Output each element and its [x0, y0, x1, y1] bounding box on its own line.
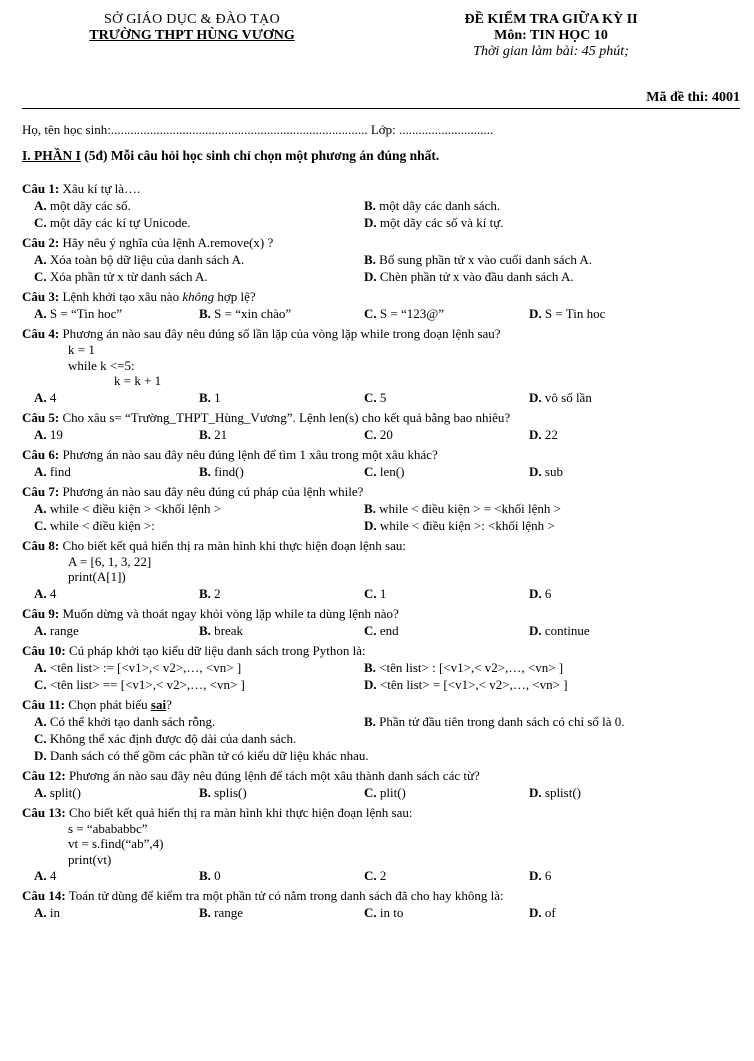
question-text: Lệnh khởi tạo xâu nào: [59, 289, 183, 304]
question-stem: [22, 642, 740, 659]
question-stem: [22, 537, 740, 554]
option-a[interactable]: [34, 659, 364, 676]
option-letter: A.: [34, 306, 47, 321]
option-a[interactable]: [34, 426, 199, 443]
option-letter: A.: [34, 905, 47, 920]
code-line: print(A[1]): [68, 569, 126, 584]
option-text: 1: [210, 389, 221, 405]
option-text: end: [376, 622, 399, 638]
option-a[interactable]: [34, 713, 364, 730]
option-c[interactable]: [34, 676, 364, 693]
option-text: 1: [376, 585, 387, 601]
option-text: 6: [541, 585, 552, 601]
answer-options: [22, 713, 740, 764]
option-text: Bổ sung phần tử x vào cuối danh sách A.: [375, 252, 593, 267]
option-c[interactable]: [364, 426, 529, 443]
option-b[interactable]: [199, 305, 364, 322]
option-a[interactable]: [34, 622, 199, 639]
option-letter: B.: [199, 389, 211, 405]
question-label: Câu 3:: [22, 289, 60, 304]
exam-title: ĐỀ KIỂM TRA GIỮA KỲ II: [464, 12, 638, 27]
option-text: Chèn phần tử x vào đầu danh sách A.: [376, 269, 574, 284]
option-text: 2: [210, 585, 221, 601]
option-a[interactable]: [34, 585, 199, 602]
option-text: Danh sách có thể gồm các phần tử có kiểu dữ liệu khác nhau.: [46, 747, 369, 763]
option-letter: B.: [364, 198, 376, 213]
option-text: in: [46, 905, 61, 920]
option-b[interactable]: [199, 784, 364, 801]
option-text: break: [210, 622, 244, 638]
option-letter: B.: [199, 784, 211, 800]
option-b[interactable]: [364, 197, 694, 214]
question-label: Câu 14:: [22, 888, 66, 903]
code-line: s = “abababbc”: [68, 820, 148, 836]
question-14: [22, 887, 740, 921]
department-name: SỞ GIÁO DỤC & ĐÀO TẠO: [104, 12, 280, 27]
question-text: Cho biết kết quả hiển thị ra màn hình khi thực hiện đoạn lệnh sau:: [65, 804, 413, 820]
question-stem: [22, 180, 740, 197]
exam-code: Mã đề thi: 4001: [646, 90, 740, 105]
option-letter: B.: [199, 585, 211, 601]
option-letter: C.: [364, 784, 377, 800]
question-list: [22, 180, 740, 921]
question-label: Câu 8:: [22, 537, 60, 553]
question-label: Câu 9:: [22, 605, 60, 621]
option-letter: B.: [364, 659, 376, 675]
question-stem: [22, 446, 740, 463]
option-b[interactable]: [364, 251, 694, 268]
question-6: [22, 446, 740, 480]
question-emphasis: không: [182, 289, 215, 304]
option-letter: C.: [364, 905, 377, 920]
option-d[interactable]: [34, 747, 740, 764]
question-label: Câu 12:: [22, 767, 66, 783]
question-5: [22, 409, 740, 443]
option-b[interactable]: [364, 500, 694, 517]
option-letter: A.: [34, 389, 47, 405]
question-stem: [22, 605, 740, 622]
option-b[interactable]: [199, 622, 364, 639]
option-c[interactable]: [34, 214, 364, 231]
code-line: vt = s.find(“ab”,4): [68, 836, 164, 851]
question-3: [22, 288, 740, 322]
option-letter: C.: [364, 585, 377, 601]
question-7: [22, 483, 740, 534]
question-text: Phương án nào sau đây nêu đúng số lần lặp của vòng lặp while trong đoạn lệnh sau?: [59, 326, 501, 341]
option-c[interactable]: [364, 389, 529, 406]
option-letter: B.: [199, 306, 211, 321]
option-letter: D.: [364, 215, 377, 230]
question-stem: [22, 804, 740, 821]
option-text: 22: [541, 426, 558, 442]
question-emphasis: sai: [150, 696, 167, 712]
question-text: Xâu kí tự là….: [59, 181, 141, 196]
answer-options: [22, 622, 740, 639]
option-d[interactable]: [529, 305, 694, 322]
option-text: in to: [376, 905, 404, 920]
header-divider: [22, 108, 740, 109]
option-text: 19: [46, 426, 63, 442]
option-letter: D.: [529, 426, 542, 442]
option-letter: C.: [34, 517, 47, 533]
option-text: một dãy các số.: [46, 198, 131, 213]
option-letter: D.: [529, 784, 542, 800]
question-label: Câu 13:: [22, 804, 66, 820]
option-text: S = “123@”: [376, 306, 444, 321]
option-d[interactable]: [364, 676, 694, 693]
option-a[interactable]: [34, 904, 199, 921]
option-text: of: [541, 905, 556, 920]
question-8: [22, 537, 740, 602]
question-label: Câu 4:: [22, 326, 60, 341]
question-label: Câu 11:: [22, 696, 65, 712]
answer-options: [22, 500, 740, 534]
part-instruction: (5đ) Mỗi câu hỏi học sinh chỉ chọn một phương án đúng nhất.: [80, 148, 440, 163]
question-1: [22, 180, 740, 231]
option-letter: C.: [364, 463, 377, 479]
option-text: 4: [46, 389, 57, 405]
option-text: Xóa toàn bộ dữ liệu của danh sách A.: [46, 252, 245, 267]
option-text: range: [46, 622, 79, 638]
option-text: Không thể xác định được độ dài của danh sách.: [46, 730, 297, 746]
option-d[interactable]: [529, 463, 694, 480]
code-snippet: [22, 821, 740, 868]
option-c[interactable]: [364, 784, 529, 801]
option-text: range: [210, 905, 244, 920]
answer-options: [22, 426, 740, 443]
option-d[interactable]: [529, 426, 694, 443]
exam-duration: Thời gian làm bài: 45 phút;: [473, 44, 629, 59]
question-label: Câu 6:: [22, 446, 60, 462]
option-letter: D.: [364, 517, 377, 533]
question-text-end: ?: [166, 696, 172, 712]
option-b[interactable]: [199, 389, 364, 406]
option-a[interactable]: [34, 867, 199, 884]
answer-options: [22, 659, 740, 693]
option-b[interactable]: [199, 463, 364, 480]
option-d[interactable]: [364, 517, 694, 534]
option-letter: C.: [34, 676, 47, 692]
option-b[interactable]: [199, 867, 364, 884]
option-text: vô số lần: [541, 389, 592, 405]
option-text: một dãy các kí tự Unicode.: [46, 215, 191, 230]
option-text: Phần tử đầu tiên trong danh sách có chỉ số là 0.: [375, 713, 625, 729]
option-text: 21: [210, 426, 228, 442]
question-11: [22, 696, 740, 764]
option-text: find: [46, 463, 71, 479]
option-text: 6: [541, 868, 552, 883]
option-letter: D.: [529, 585, 542, 601]
option-letter: A.: [34, 500, 47, 516]
header-right: [362, 0, 740, 92]
option-text: <tên list> : [<v1>,< v2>,…, <vn> ]: [375, 659, 564, 675]
option-text: sub: [541, 463, 563, 479]
option-text: 4: [46, 585, 57, 601]
header-left: [22, 0, 362, 92]
option-c[interactable]: [34, 517, 364, 534]
option-text: Xóa phần tử x từ danh sách A.: [46, 269, 208, 284]
option-a[interactable]: [34, 197, 364, 214]
question-text: Cho biết kết quả hiển thị ra màn hình khi thực hiện đoạn lệnh sau:: [59, 537, 406, 553]
option-text: <tên list> := [<v1>,< v2>,…, <vn> ]: [46, 659, 242, 675]
option-letter: B.: [199, 463, 211, 479]
option-letter: D.: [34, 747, 47, 763]
option-a[interactable]: [34, 389, 199, 406]
question-text: Toán tử dùng để kiểm tra một phần tử có nằm trong danh sách đã cho hay không là:: [65, 888, 504, 903]
question-label: Câu 5:: [22, 409, 60, 425]
question-stem: [22, 325, 740, 342]
option-letter: B.: [199, 426, 211, 442]
option-d[interactable]: [529, 867, 694, 884]
option-d[interactable]: [529, 622, 694, 639]
option-text: while < điều kiện >: <khối lệnh >: [376, 517, 555, 533]
option-text: một dãy các danh sách.: [375, 198, 501, 213]
option-letter: A.: [34, 426, 47, 442]
answer-options: [22, 585, 740, 602]
option-text: while < điều kiện >:: [46, 517, 155, 533]
exam-subject: Môn: TIN HỌC 10: [494, 28, 608, 43]
question-text: Cú pháp khởi tạo kiểu dữ liệu danh sách trong Python là:: [65, 642, 366, 658]
question-13: [22, 804, 740, 885]
option-text: <tên list> = [<v1>,< v2>,…, <vn> ]: [376, 676, 568, 692]
option-text: S = “xin chào”: [210, 306, 292, 321]
option-letter: A.: [34, 868, 47, 883]
answer-options: [22, 197, 740, 231]
option-text: while < điều kiện > = <khối lệnh >: [375, 500, 561, 516]
question-text-end: hợp lệ?: [214, 289, 256, 304]
option-text: plit(): [376, 784, 406, 800]
option-c[interactable]: [364, 867, 529, 884]
exam-header: [22, 0, 740, 92]
option-letter: C.: [364, 622, 377, 638]
code-line: print(vt): [68, 851, 112, 867]
option-text: 2: [376, 868, 387, 883]
answer-options: [22, 904, 740, 921]
question-stem: [22, 288, 740, 305]
option-text: S = Tin hoc: [541, 306, 606, 321]
question-stem: [22, 409, 740, 426]
option-letter: C.: [364, 306, 377, 321]
option-text: splist(): [541, 784, 582, 800]
option-text: len(): [376, 463, 405, 479]
answer-options: [22, 867, 740, 884]
option-c[interactable]: [364, 463, 529, 480]
option-text: 4: [46, 868, 57, 883]
answer-options: [22, 305, 740, 322]
option-letter: A.: [34, 713, 47, 729]
question-text: Phương án nào sau đây nêu đúng lệnh để tách một xâu thành danh sách các từ?: [65, 767, 480, 783]
option-d[interactable]: [529, 784, 694, 801]
option-text: 5: [376, 389, 387, 405]
option-letter: A.: [34, 659, 47, 675]
option-letter: C.: [34, 730, 47, 746]
option-d[interactable]: [529, 904, 694, 921]
question-stem: [22, 767, 740, 784]
part-heading: [22, 148, 439, 164]
option-letter: C.: [364, 868, 377, 883]
option-letter: D.: [529, 463, 542, 479]
option-b[interactable]: [199, 904, 364, 921]
option-letter: B.: [199, 622, 211, 638]
option-letter: D.: [364, 269, 377, 284]
question-2: [22, 234, 740, 285]
option-letter: B.: [364, 500, 376, 516]
question-label: Câu 7:: [22, 483, 60, 499]
option-letter: D.: [529, 905, 542, 920]
option-a[interactable]: [34, 463, 199, 480]
question-stem: [22, 483, 740, 500]
code-line: A = [6, 1, 3, 22]: [68, 553, 152, 569]
option-text: 20: [376, 426, 393, 442]
question-stem: [22, 696, 740, 713]
option-letter: C.: [364, 389, 377, 405]
question-stem: [22, 887, 740, 904]
option-b[interactable]: [364, 713, 694, 730]
option-letter: A.: [34, 198, 47, 213]
option-letter: D.: [529, 622, 542, 638]
part-title: I. PHẦN I: [22, 148, 81, 163]
option-c[interactable]: [364, 305, 529, 322]
option-c[interactable]: [364, 622, 529, 639]
option-letter: A.: [34, 463, 47, 479]
answer-options: [22, 784, 740, 801]
option-letter: D.: [529, 389, 542, 405]
question-10: [22, 642, 740, 693]
option-letter: B.: [364, 252, 376, 267]
option-c[interactable]: [34, 730, 740, 747]
student-info-line: Họ, tên học sinh:............................................................................... Lớp: .............................: [22, 122, 494, 137]
option-text: một dãy các số và kí tự.: [376, 215, 504, 230]
option-b[interactable]: [199, 585, 364, 602]
option-letter: C.: [364, 426, 377, 442]
option-letter: A.: [34, 622, 47, 638]
option-letter: A.: [34, 784, 47, 800]
question-9: [22, 605, 740, 639]
question-label: Câu 2:: [22, 235, 60, 250]
option-text: S = “Tin hoc”: [46, 306, 123, 321]
option-text: split(): [46, 784, 81, 800]
option-letter: A.: [34, 252, 47, 267]
option-a[interactable]: [34, 500, 364, 517]
answer-options: [22, 389, 740, 406]
option-c[interactable]: [364, 585, 529, 602]
option-text: while < điều kiện > <khối lệnh >: [46, 500, 222, 516]
school-name: TRƯỜNG THPT HÙNG VƯƠNG: [89, 28, 295, 43]
option-d[interactable]: [529, 389, 694, 406]
code-line: k = 1: [68, 342, 95, 357]
question-label: Câu 10:: [22, 642, 66, 658]
question-text: Cho xâu s= “Trường_THPT_Hùng_Vương”. Lệnh len(s) cho kết quả bằng bao nhiêu?: [59, 409, 511, 425]
option-letter: B.: [199, 905, 211, 920]
option-a[interactable]: [34, 251, 364, 268]
option-c[interactable]: [34, 268, 364, 285]
question-label: Câu 1:: [22, 181, 60, 196]
option-letter: A.: [34, 585, 47, 601]
question-stem: [22, 234, 740, 251]
option-letter: D.: [529, 306, 542, 321]
option-b[interactable]: [199, 426, 364, 443]
option-letter: D.: [529, 868, 542, 883]
option-text: continue: [541, 622, 590, 638]
option-letter: B.: [364, 713, 376, 729]
option-d[interactable]: [364, 214, 694, 231]
option-text: splis(): [210, 784, 247, 800]
question-text: Hãy nêu ý nghĩa của lệnh A.remove(x) ?: [59, 235, 274, 250]
option-letter: C.: [34, 215, 47, 230]
code-line-indented: k = k + 1: [114, 373, 162, 388]
question-text: Muốn dừng và thoát ngay khỏi vòng lặp while ta dùng lệnh nào?: [59, 605, 399, 621]
option-a[interactable]: [34, 305, 199, 322]
answer-options: [22, 251, 740, 285]
option-b[interactable]: [364, 659, 694, 676]
option-letter: B.: [199, 868, 211, 883]
option-text: 0: [210, 868, 221, 883]
code-snippet: [22, 554, 740, 585]
question-4: [22, 325, 740, 406]
option-text: Có thể khởi tạo danh sách rỗng.: [46, 713, 216, 729]
answer-options: [22, 463, 740, 480]
option-d[interactable]: [364, 268, 694, 285]
option-text: find(): [210, 463, 244, 479]
option-d[interactable]: [529, 585, 694, 602]
option-a[interactable]: [34, 784, 199, 801]
question-text: Phương án nào sau đây nêu đúng lệnh để tìm 1 xâu trong một xâu khác?: [59, 446, 438, 462]
question-text: Phương án nào sau đây nêu đúng cú pháp của lệnh while?: [59, 483, 364, 499]
question-12: [22, 767, 740, 801]
code-snippet: [22, 342, 740, 389]
option-letter: D.: [364, 676, 377, 692]
option-c[interactable]: [364, 904, 529, 921]
question-text: Chọn phát biểu: [64, 696, 151, 712]
option-letter: C.: [34, 269, 47, 284]
option-text: <tên list> == [<v1>,< v2>,…, <vn> ]: [46, 676, 245, 692]
code-line: while k <=5:: [68, 357, 135, 373]
